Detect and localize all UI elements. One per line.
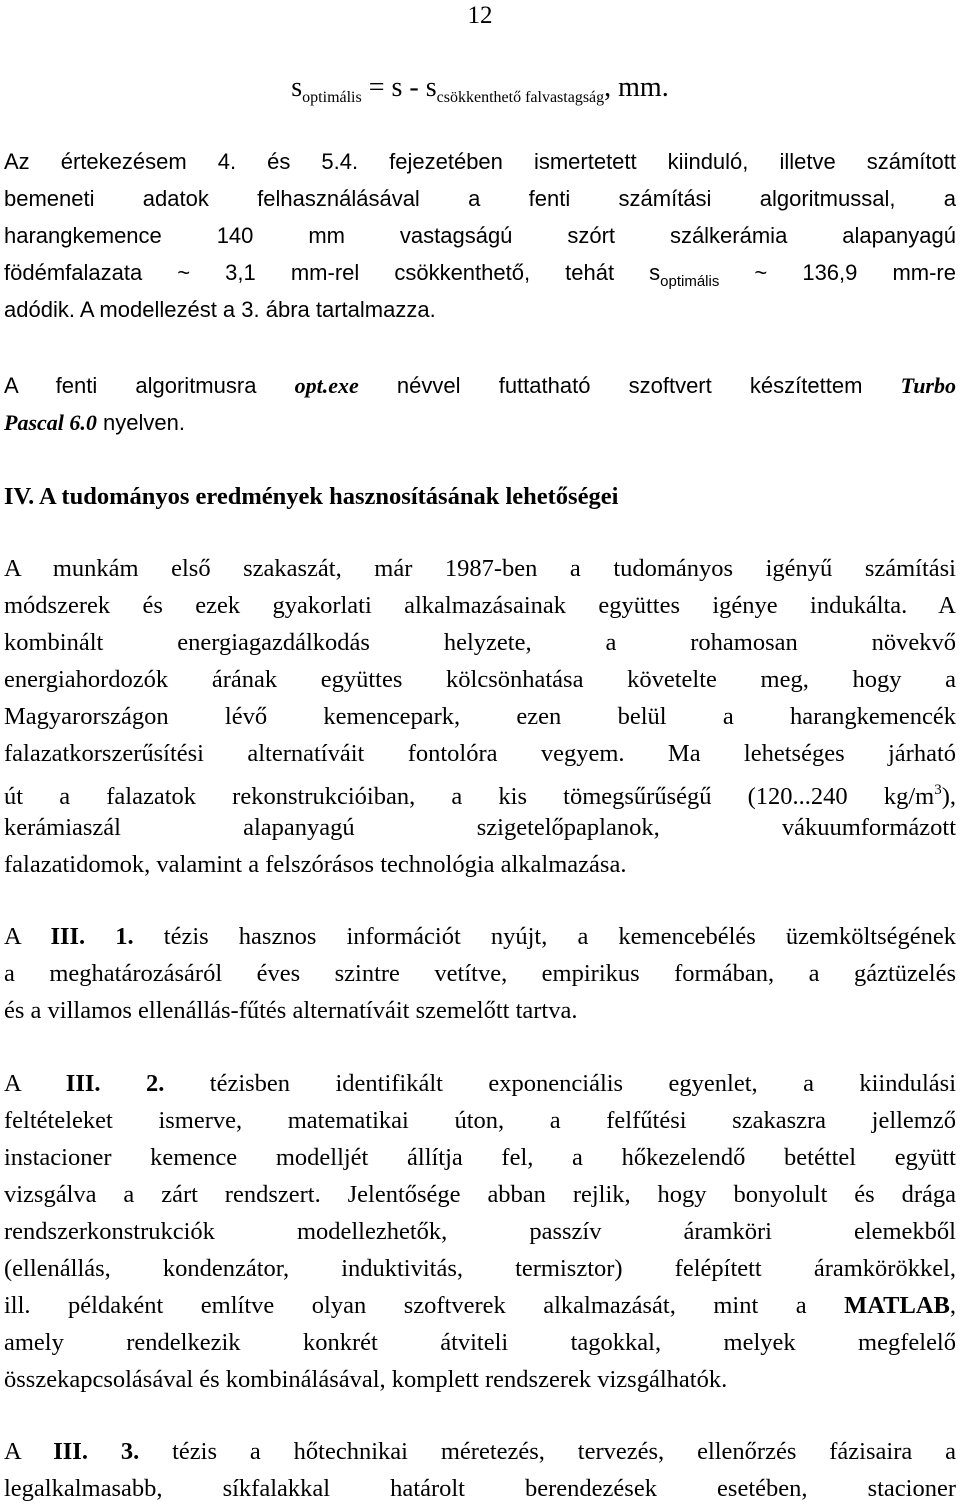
paragraph-thesis-1 xyxy=(4,918,956,1029)
formula-unit: , mm. xyxy=(604,72,669,103)
text-line: összekapcsolásával és kombinálásával, komplett rendszerek vizsgálhatók. xyxy=(4,1366,728,1393)
thesis-number: III. 2. xyxy=(65,1070,165,1097)
text-line: adódik. A modellezést a 3. ábra tartalmazza. xyxy=(4,297,436,322)
formula-eq: = s - s xyxy=(361,72,437,103)
text-segment: út a falazatok rekonstrukcióiban, a kis tömegsűrűségű (120...240 kg/m xyxy=(4,783,935,810)
text-line xyxy=(4,367,956,404)
text-segment: nyelven. xyxy=(96,410,185,435)
thesis-number: III. 3. xyxy=(53,1438,140,1465)
text-line xyxy=(4,1065,956,1102)
language-name: Pascal 6.0 xyxy=(4,410,97,435)
text-line: energiahordozók árának együttes kölcsönhatása követelte meg, hogy a xyxy=(4,666,956,693)
text-line: instacioner kemence modelljét állítja fel, a hőkezelendő betéttel együtt xyxy=(4,1144,956,1171)
subscript-optimalis: optimális xyxy=(660,273,720,290)
text-line: kombinált energiagazdálkodás helyzete, a rohamosan növekvő xyxy=(4,629,956,656)
text-line xyxy=(4,404,956,441)
text-segment: födémfalazata ~ 3,1 mm-rel csökkenthető, tehát s xyxy=(4,260,661,285)
text-line: falazatidomok, valamint a felszórásos technológia alkalmazása. xyxy=(4,851,627,878)
text-line: bemeneti adatok felhasználásával a fenti számítási algoritmussal, a xyxy=(4,186,956,211)
text-line: falazatkorszerűsítési alternatíváit fontolóra vegyem. Ma lehetséges járható xyxy=(4,740,956,767)
text-line: a meghatározásáról éves szintre vetítve, empirikus formában, a gáztüzelés xyxy=(4,960,956,987)
text-segment: névvel futtatható szoftvert készítettem xyxy=(358,373,901,398)
paragraph-software xyxy=(4,367,956,441)
paragraph-thesis-2 xyxy=(4,1065,956,1398)
text-segment: tézis a hőtechnikai méretezés, tervezés, ellenőrzés fázisaira a xyxy=(139,1438,956,1465)
text-line xyxy=(4,1287,956,1324)
paragraph-modelling xyxy=(4,143,956,328)
text-line: vizsgálva a zárt rendszert. Jelentősége abban rejlik, hogy bonyolult és drága xyxy=(4,1181,956,1208)
formula-s: s xyxy=(291,72,303,103)
text-line: A munkám első szakaszát, már 1987-ben a tudományos igényű számítási xyxy=(4,555,956,582)
text-segment: A xyxy=(4,1070,66,1097)
text-segment: A xyxy=(4,923,51,950)
formula-sub-optimalis: optimális xyxy=(302,89,362,106)
text-line: módszerek és ezek gyakorlati alkalmazásainak együttes igénye indukálta. A xyxy=(4,592,956,619)
language-name: Turbo xyxy=(900,373,956,398)
text-segment: ~ 136,9 mm-re xyxy=(719,260,956,285)
text-line xyxy=(4,254,956,291)
text-segment: tézis hasznos információt nyújt, a kemencebélés üzemköltségének xyxy=(133,923,957,950)
text-line: (ellenállás, kondenzátor, induktivitás, termisztor) felépített áramkörökkel, xyxy=(4,1255,956,1282)
text-segment: tézisben identifikált exponenciális egyenlet, a kiindulási xyxy=(164,1070,957,1097)
heading-text: IV. A tudományos eredmények hasznosításának lehetőségei xyxy=(4,483,619,510)
text-line: harangkemence 140 mm vastagságú szórt szálkerámia alapanyagú xyxy=(4,223,956,248)
program-name: opt.exe xyxy=(294,373,359,398)
text-line: Magyarországon lévő kemencepark, ezen belül a harangkemencék xyxy=(4,703,956,730)
superscript: 3 xyxy=(934,782,942,798)
formula-sub-csokkentheto: csökkenthető falvastagság xyxy=(436,89,605,106)
section-heading xyxy=(4,478,956,515)
paragraph-utilisation xyxy=(4,550,956,883)
software-name: MATLAB xyxy=(844,1292,950,1319)
text-line: legalkalmasabb, síkfalakkal határolt berendezések esetében, stacioner xyxy=(4,1475,956,1502)
text-line xyxy=(4,772,956,809)
text-segment: A fenti algoritmusra xyxy=(4,373,295,398)
text-segment: A xyxy=(4,1438,54,1465)
formula xyxy=(0,72,960,107)
text-line xyxy=(4,1433,956,1470)
paragraph-thesis-3 xyxy=(4,1433,956,1507)
text-segment: ill. példaként említve olyan szoftverek alkalmazását, mint a xyxy=(4,1292,845,1319)
text-line: rendszerkonstrukciók modellezhetők, passzív áramköri elemekből xyxy=(4,1218,956,1245)
thesis-number: III. 1. xyxy=(50,923,134,950)
text-line: amely rendelkezik konkrét átviteli tagokkal, melyek megfelelő xyxy=(4,1329,956,1356)
text-line: feltételeket ismerve, matematikai úton, a felfűtési szakaszra jellemző xyxy=(4,1107,956,1134)
text-segment: ), xyxy=(941,783,956,810)
text-line xyxy=(4,918,956,955)
text-line: kerámiaszál alapanyagú szigetelőpaplanok, vákuumformázott xyxy=(4,814,956,841)
text-segment: , xyxy=(949,1292,956,1319)
page-number: 12 xyxy=(467,2,493,29)
text-line: Az értekezésem 4. és 5.4. fejezetében ismertetett kiinduló, illetve számított xyxy=(4,149,956,174)
text-line: és a villamos ellenállás-fűtés alternatíváit szemelőtt tartva. xyxy=(4,997,578,1024)
